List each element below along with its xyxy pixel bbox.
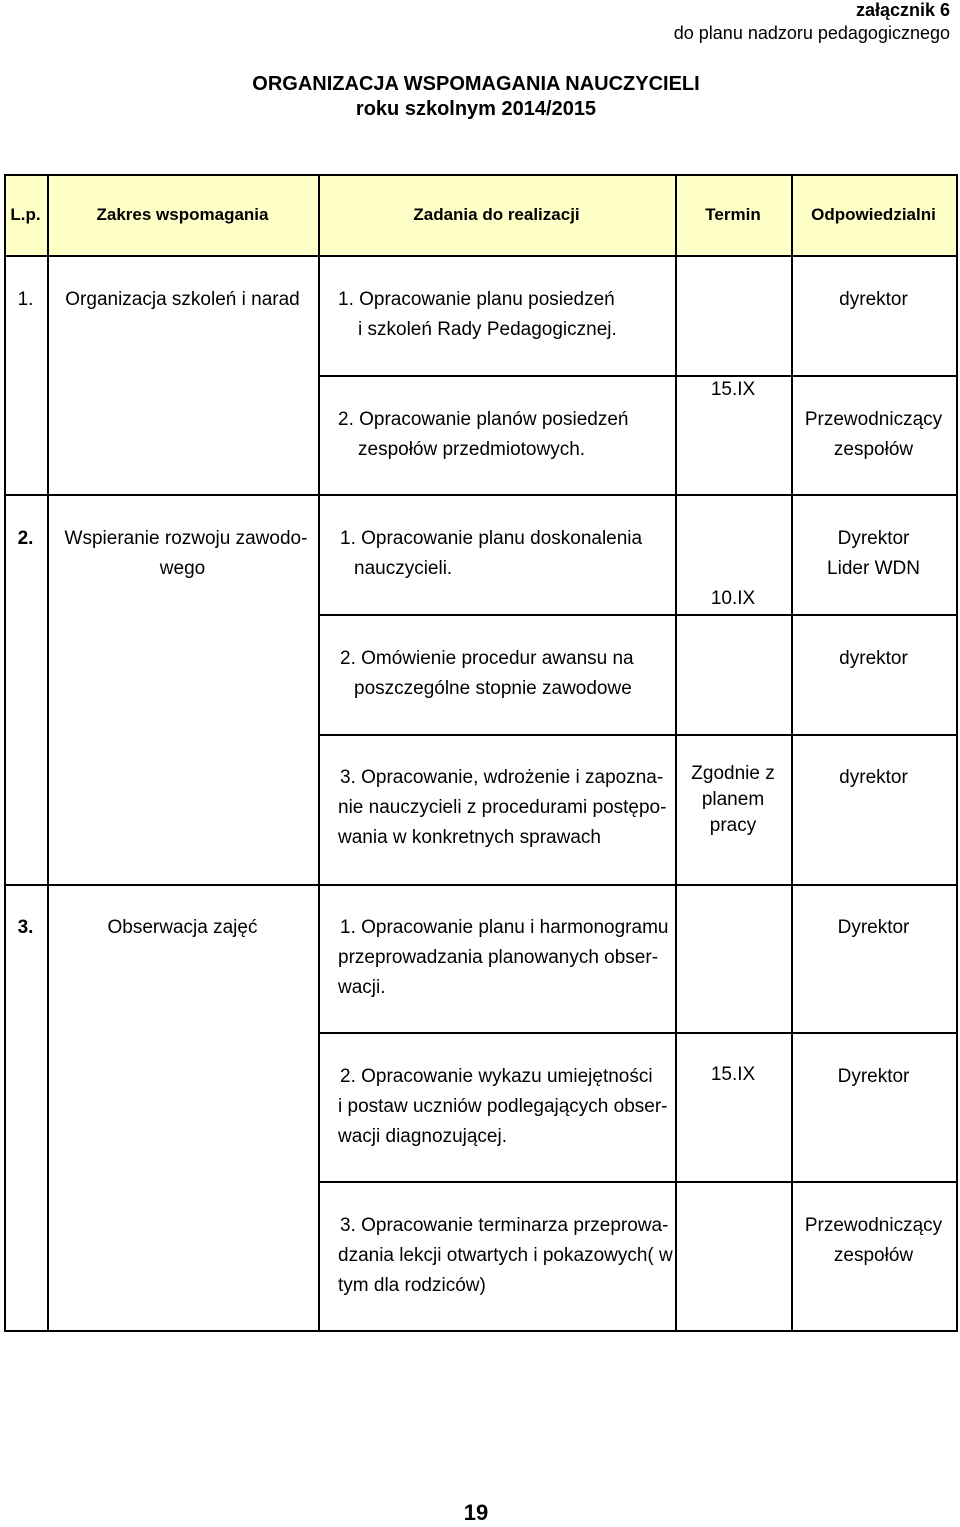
grid-line: [318, 1032, 958, 1034]
row-scope: Wspieranie rozwoju zawodo-: [64, 528, 308, 549]
row-number: 2.: [17, 528, 34, 549]
task-text: przeprowadzania planowanych obser-: [338, 947, 659, 968]
task-deadline: pracy: [709, 815, 757, 836]
grid-line: [4, 1330, 958, 1332]
task-text: wacji diagnozującej.: [338, 1126, 507, 1147]
task-text: wania w konkretnych sprawach: [338, 827, 601, 848]
grid-line: [956, 174, 958, 1332]
column-header-zadania: Zadania do realizacji: [413, 205, 580, 224]
grid-line: [318, 375, 958, 377]
task-text: 1. Opracowanie planu posiedzeń: [338, 289, 615, 310]
row-number: 1.: [17, 289, 34, 310]
grid-line: [675, 174, 677, 1332]
task-text: 3. Opracowanie terminarza przeprowa-: [340, 1215, 669, 1236]
task-text: 1. Opracowanie planu i harmonogramu: [340, 917, 669, 938]
row-number: 3.: [17, 917, 34, 938]
task-deadline: Zgodnie z: [691, 763, 775, 784]
responsible: Dyrektor: [837, 1066, 910, 1087]
responsible: dyrektor: [839, 648, 908, 669]
row-deadline: 15.IX: [710, 1064, 756, 1085]
task-text: zespołów przedmiotowych.: [358, 439, 586, 460]
page-number: 19: [463, 1500, 489, 1525]
grid-line: [4, 174, 6, 1332]
column-header-zakres: Zakres wspomagania: [96, 205, 269, 224]
task-text: 3. Opracowanie, wdrożenie i zapozna-: [340, 767, 664, 788]
grid-line: [4, 174, 958, 176]
task-text: 1. Opracowanie planu doskonalenia: [340, 528, 643, 549]
column-header-odpowiedzialni: Odpowiedzialni: [811, 205, 936, 224]
task-text: wacji.: [338, 977, 386, 998]
grid-line: [4, 884, 958, 886]
attachment-subtitle: do planu nadzoru pedagogicznego: [673, 23, 950, 43]
responsible: Dyrektor: [837, 528, 910, 549]
row-scope: wego: [159, 558, 206, 579]
responsible: zespołów: [833, 439, 914, 460]
task-text: i szkoleń Rady Pedagogicznej.: [358, 319, 617, 340]
task-text: dzania lekcji otwartych i pokazowych( w: [338, 1245, 673, 1266]
grid-line: [4, 494, 958, 496]
responsible: dyrektor: [839, 289, 908, 310]
task-text: 2. Opracowanie planów posiedzeń: [338, 409, 629, 430]
row-deadline: 10.IX: [710, 588, 756, 609]
grid-line: [47, 174, 49, 1332]
row-deadline: 15.IX: [710, 379, 756, 400]
grid-line: [318, 734, 958, 736]
column-header-lp: L.p.: [10, 205, 41, 224]
row-scope: Organizacja szkoleń i narad: [65, 289, 300, 310]
task-text: poszczególne stopnie zawodowe: [354, 678, 632, 699]
page-title: ORGANIZACJA WSPOMAGANIA NAUCZYCIELI: [252, 73, 700, 95]
responsible: Przewodniczący: [804, 409, 943, 430]
task-text: nie nauczycieli z procedurami postępo-: [338, 797, 667, 818]
task-text: 2. Omówienie procedur awansu na: [340, 648, 634, 669]
task-text: 2. Opracowanie wykazu umiejętności: [340, 1066, 653, 1087]
task-text: i postaw uczniów podlegających obser-: [338, 1096, 668, 1117]
grid-line: [318, 174, 320, 1332]
responsible: Dyrektor: [837, 917, 910, 938]
task-deadline: planem: [701, 789, 765, 810]
page-subtitle: roku szkolnym 2014/2015: [355, 98, 597, 120]
grid-line: [318, 614, 958, 616]
responsible: Przewodniczący: [804, 1215, 943, 1236]
task-text: tym dla rodziców): [338, 1275, 486, 1296]
row-scope: Obserwacja zajęć: [107, 917, 258, 938]
grid-line: [4, 255, 958, 257]
responsible: Lider WDN: [827, 558, 920, 579]
responsible: dyrektor: [839, 767, 908, 788]
responsible: zespołów: [833, 1245, 914, 1266]
attachment-label: załącznik 6: [855, 0, 950, 20]
grid-line: [791, 174, 793, 1332]
column-header-termin: Termin: [705, 205, 761, 224]
task-text: nauczycieli.: [354, 558, 453, 579]
grid-line: [318, 1181, 958, 1183]
